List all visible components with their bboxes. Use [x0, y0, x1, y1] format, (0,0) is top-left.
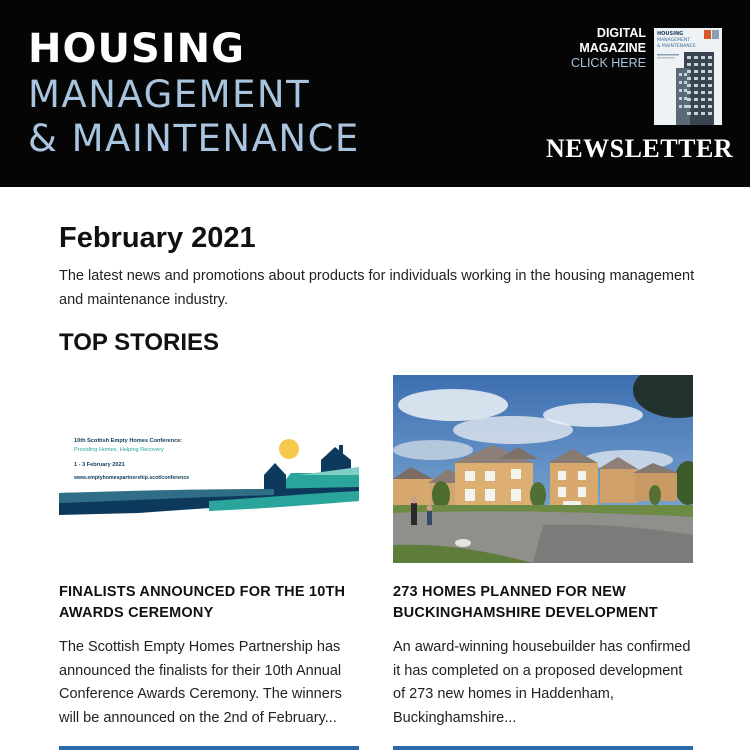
conference-tagline-text: every home matters — [279, 506, 341, 513]
story-title-buckinghamshire[interactable]: 273 HOMES PLANNED FOR NEW BUCKINGHAMSHIRE DEVELOPMENT — [393, 584, 658, 621]
brand-line-maintenance: & MAINTENANCE — [28, 117, 360, 160]
brand-line-housing: HOUSING — [28, 26, 245, 72]
newsletter-label: NEWSLETTER — [546, 134, 734, 163]
story-card-finalists — [59, 375, 359, 730]
digital-magazine-link[interactable] — [528, 26, 646, 71]
read-more-button-finalists[interactable] — [59, 746, 359, 750]
story-image-housing-development[interactable] — [393, 375, 693, 563]
story-summary-finalists: The Scottish Empty Homes Partnership has announced the finalists for their 10th Annual Conference Awards Ceremony. The winners will be announced on the 2nd of February... — [59, 639, 342, 726]
top-stories-heading: TOP STORIES — [59, 329, 220, 356]
sun-icon — [279, 439, 299, 459]
conference-url-text: www.emptyhomespartnership.scot/conference — [74, 475, 190, 481]
newsletter-header — [0, 0, 750, 187]
brand-line-management: MANAGEMENT — [28, 73, 311, 116]
conference-dates-text: 1 - 3 February 2021 — [74, 462, 125, 468]
cover-title-3: & MAINTENANCE — [657, 44, 696, 49]
story-summary-buckinghamshire: An award-winning housebuilder has confirmed it has completed on a proposed development of 273 new homes in Haddenham, Buckinghamshire... — [393, 639, 691, 726]
cover-title-1: HOUSING — [657, 31, 684, 37]
intro-paragraph: The latest news and promotions about products for individuals working in the housing management and maintenance industry. — [59, 268, 695, 308]
click-here-link[interactable]: CLICK HERE — [570, 56, 646, 70]
story-image-empty-homes-conference[interactable] — [59, 375, 359, 563]
read-more-button-buckinghamshire[interactable] — [393, 746, 693, 750]
conference-subtitle-text: Providing Homes, Helping Recovery — [74, 447, 164, 453]
cover-title-2: MANAGEMENT — [657, 38, 691, 43]
story-title-finalists[interactable]: FINALISTS ANNOUNCED FOR THE 10TH AWARDS CEREMONY — [59, 584, 346, 621]
digital-magazine-label: DIGITAL MAGAZINE — [579, 26, 646, 55]
magazine-cover-thumbnail[interactable] — [654, 28, 722, 125]
conference-title-text: 10th Scottish Empty Homes Conference: — [74, 438, 183, 444]
story-card-buckinghamshire — [393, 375, 693, 730]
issue-month-heading: February 2021 — [59, 222, 256, 254]
